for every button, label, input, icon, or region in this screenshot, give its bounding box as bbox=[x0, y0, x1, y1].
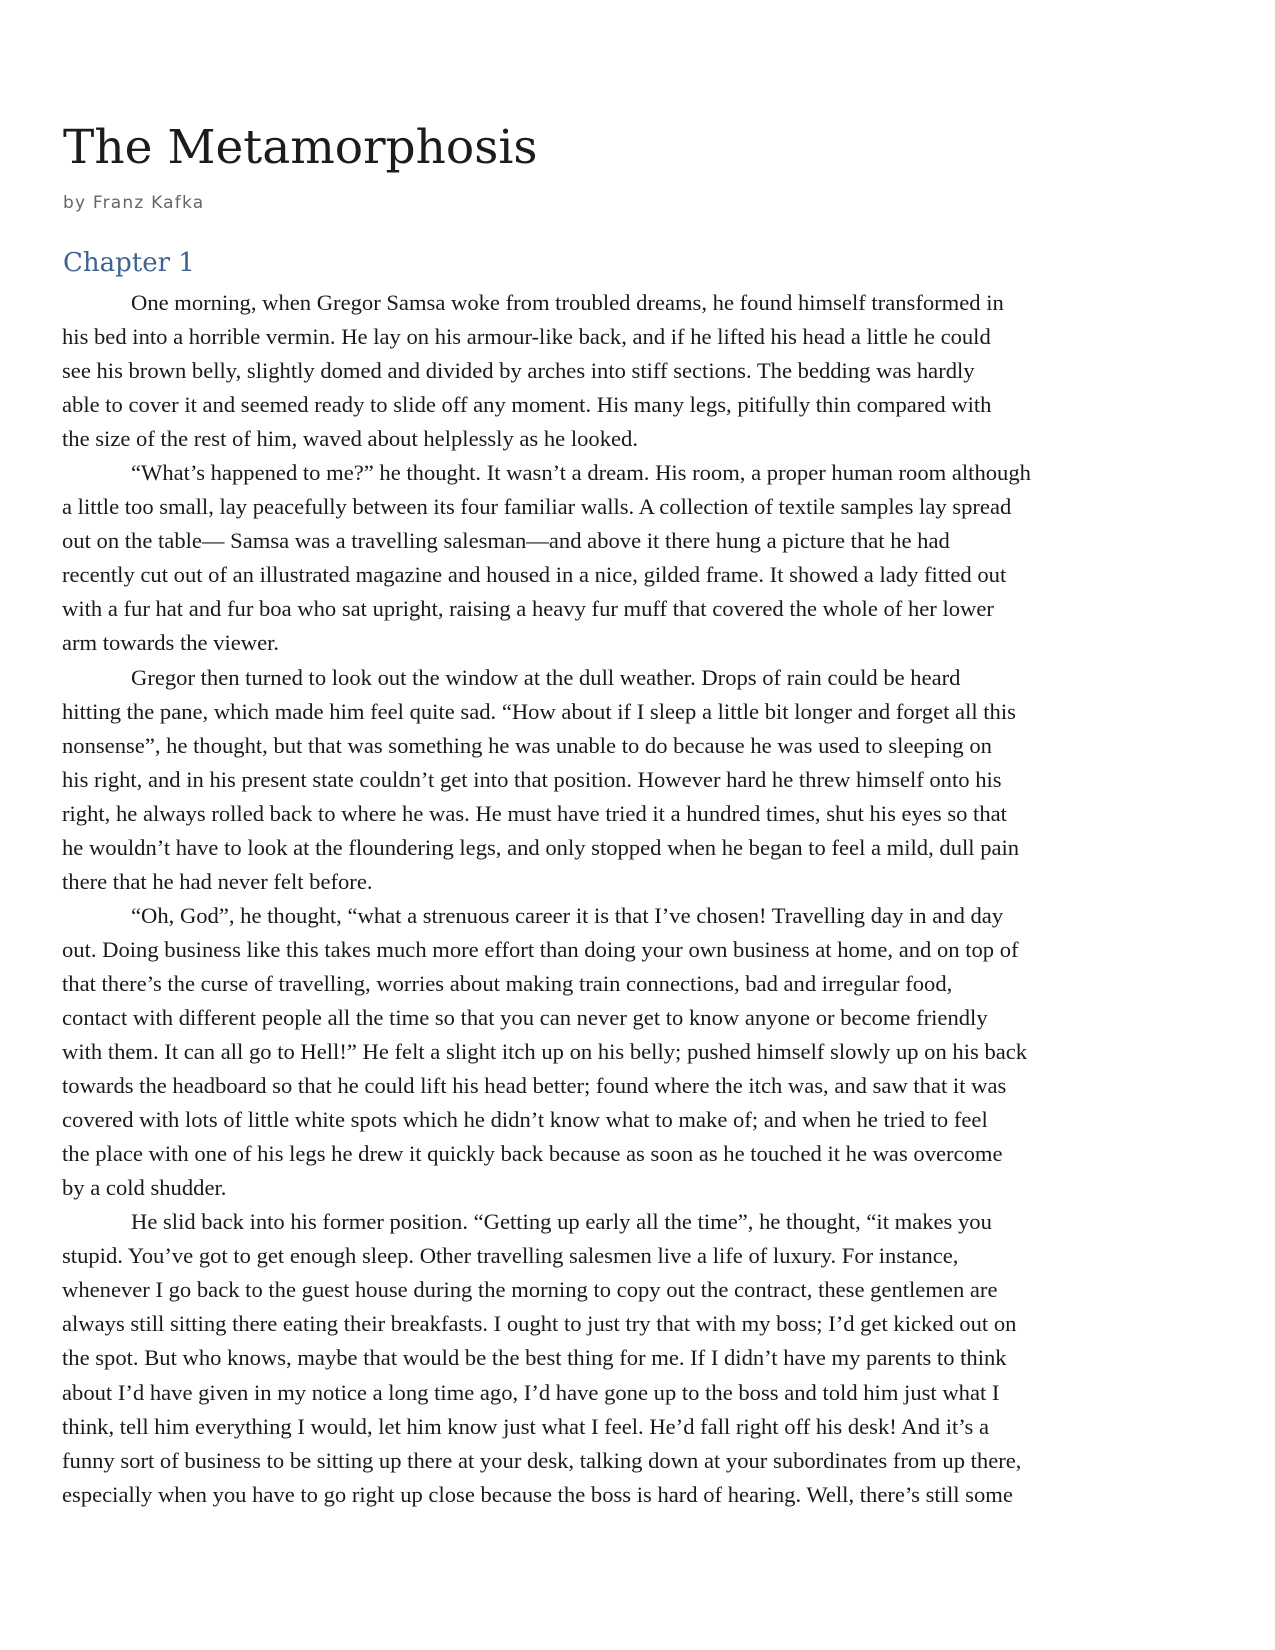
text-line: see his brown belly, slightly domed and divided by arches into stiff sections. The bedding was hardly bbox=[62, 358, 975, 384]
text-line: contact with different people all the time so that you can never get to know anyone or become friendly bbox=[62, 1004, 988, 1030]
text-line: the spot. But who knows, maybe that would be the best thing for me. If I didn’t have my parents to think bbox=[62, 1345, 1007, 1371]
text-line: towards the headboard so that he could lift his head better; found where the itch was, and saw that it was bbox=[62, 1073, 1007, 1099]
text-line: nonsense”, he thought, but that was something he was unable to do because he was used to sleeping on bbox=[62, 732, 992, 758]
paragraph bbox=[62, 661, 1156, 899]
text-line: his right, and in his present state couldn’t get into that position. However hard he threw himself onto his bbox=[62, 766, 1002, 792]
text-line: there that he had never felt before. bbox=[62, 868, 373, 894]
text-line: especially when you have to go right up close because the boss is hard of hearing. Well, there’s still some bbox=[62, 1481, 1013, 1507]
author-byline: by Franz Kafka bbox=[63, 193, 205, 213]
text-line: right, he always rolled back to where he was. He must have tried it a hundred times, shut his eyes so that bbox=[62, 800, 1007, 826]
text-line: the size of the rest of him, waved about helplessly as he looked. bbox=[62, 426, 638, 452]
text-line: he wouldn’t have to look at the floundering legs, and only stopped when he began to feel a mild, dull pain bbox=[62, 834, 1020, 860]
text-line: out on the table— Samsa was a travelling salesman—and above it there hung a picture that he had bbox=[62, 528, 950, 554]
text-line: recently cut out of an illustrated magazine and housed in a nice, gilded frame. It showed a lady fitted out bbox=[62, 562, 1007, 588]
text-line: hitting the pane, which made him feel quite sad. “How about if I sleep a little bit longer and forget all this bbox=[62, 698, 1016, 724]
text-line: that there’s the curse of travelling, worries about making train connections, bad and irregular food, bbox=[62, 970, 953, 996]
paragraph bbox=[62, 456, 1156, 660]
document-title: The Metamorphosis bbox=[63, 120, 538, 175]
text-line: by a cold shudder. bbox=[62, 1175, 227, 1201]
text-line: think, tell him everything I would, let him know just what I feel. He’d fall right off his desk! And it’s a bbox=[62, 1413, 990, 1439]
text-line: out. Doing business like this takes much more effort than doing your own business at home, and on top of bbox=[62, 936, 1019, 962]
text-line: arm towards the viewer. bbox=[62, 630, 280, 656]
text-line: about I’d have given in my notice a long time ago, I’d have gone up to the boss and told him just what I bbox=[62, 1379, 1000, 1405]
text-line: with a fur hat and fur boa who sat upright, raising a heavy fur muff that covered the whole of her lower bbox=[62, 596, 994, 622]
text-line: always still sitting there eating their breakfasts. I ought to just try that with my boss; I’d get kicked out on bbox=[62, 1311, 1017, 1337]
text-line: Gregor then turned to look out the window at the dull weather. Drops of rain could be heard bbox=[131, 664, 961, 690]
text-line: “What’s happened to me?” he thought. It wasn’t a dream. His room, a proper human room although bbox=[131, 460, 1031, 486]
text-line: whenever I go back to the guest house during the morning to copy out the contract, these gentlemen are bbox=[62, 1277, 998, 1303]
text-line: a little too small, lay peacefully between its four familiar walls. A collection of textile samples lay spread bbox=[62, 494, 1012, 520]
text-line: covered with lots of little white spots which he didn’t know what to make of; and when he tried to feel bbox=[62, 1107, 988, 1133]
text-line: stupid. You’ve got to get enough sleep. Other travelling salesmen live a life of luxury. For instance, bbox=[62, 1243, 959, 1269]
text-line: One morning, when Gregor Samsa woke from troubled dreams, he found himself transformed in bbox=[131, 290, 1004, 315]
paragraph bbox=[62, 286, 1156, 456]
paragraph bbox=[62, 1205, 1156, 1511]
text-line: funny sort of business to be sitting up there at your desk, talking down at your subordinates from up there, bbox=[62, 1447, 1022, 1473]
text-line: able to cover it and seemed ready to slide off any moment. His many legs, pitifully thin compared with bbox=[62, 392, 992, 418]
text-line: He slid back into his former position. “Getting up early all the time”, he thought, “it makes you bbox=[131, 1209, 992, 1235]
chapter-heading: Chapter 1 bbox=[63, 248, 195, 278]
paragraph bbox=[62, 899, 1156, 1205]
text-line: with them. It can all go to Hell!” He felt a slight itch up on his belly; pushed himself slowly up on his back bbox=[62, 1039, 1028, 1065]
text-line: “Oh, God”, he thought, “what a strenuous career it is that I’ve chosen! Travelling day in and day bbox=[131, 902, 1004, 928]
body-text bbox=[62, 286, 1156, 1512]
text-line: his bed into a horrible vermin. He lay on his armour-like back, and if he lifted his head a little he could bbox=[62, 324, 991, 350]
text-line: the place with one of his legs he drew it quickly back because as soon as he touched it he was overcome bbox=[62, 1141, 1003, 1167]
